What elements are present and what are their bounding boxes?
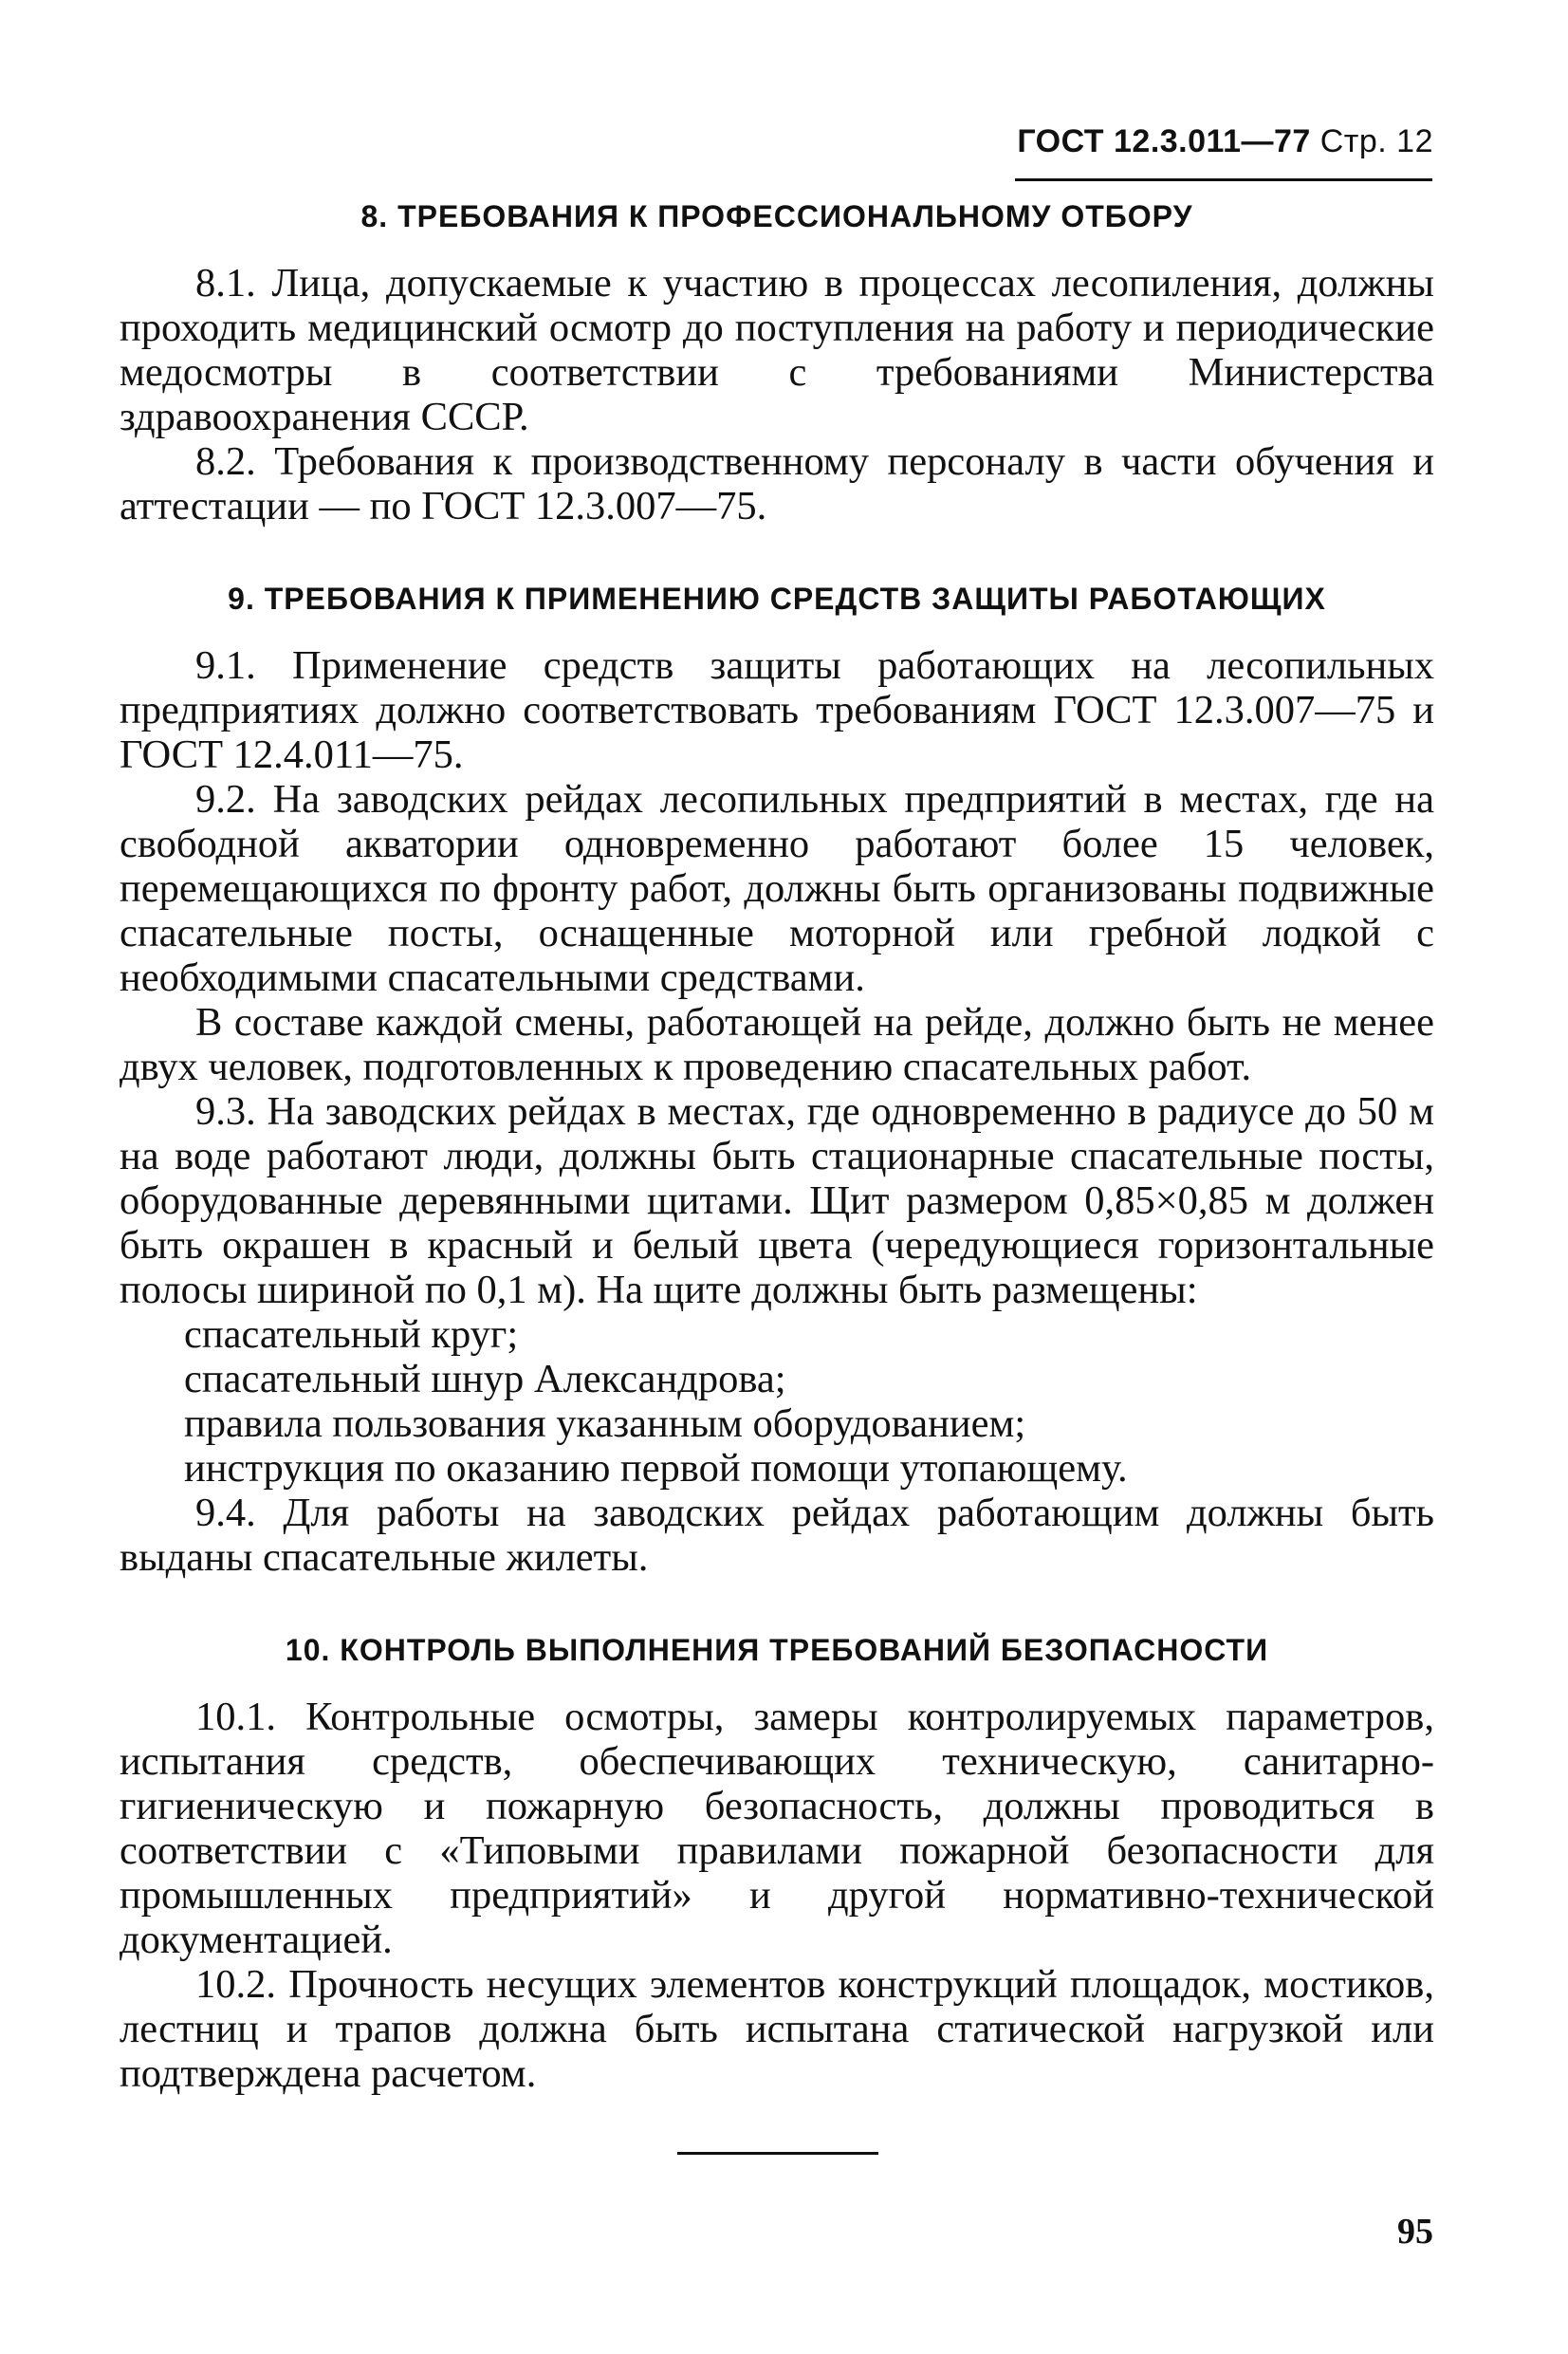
page-header	[1017, 123, 1433, 160]
paragraph-9-2: 9.2. На заводских рейдах лесопильных предприятий в местах, где на свободной акватории одновременно работают более 15 человек, перемещающихся по фронту работ, должны быть организованы подвижные спасательные посты, оснащенные моторной или гребной лодкой с необходимыми спасательными средствами.	[120, 777, 1434, 1000]
page-number: 95	[1397, 2212, 1433, 2252]
paragraph-9-2-crew: В составе каждой смены, работающей на рейде, должно быть не менее двух человек, подготовленных к проведению спасательных работ.	[120, 1000, 1434, 1089]
section-9-body	[120, 643, 1434, 1580]
paragraph-10-1: 10.1. Контрольные осмотры, замеры контролируемых параметров, испытания средств, обеспечивающих техническую, санитарно-гигиеническую и пожарную безопасность, должны проводиться в соответствии с «Типовыми правилами пожарной безопасности для промышленных предприятий» и другой нормативно-технической документацией.	[120, 1695, 1434, 1962]
paragraph-10-2: 10.2. Прочность несущих элементов конструкций площадок, мостиков, лестниц и трапов должна быть испытана статической нагрузкой или подтверждена расчетом.	[120, 1962, 1434, 2096]
header-divider	[1015, 178, 1432, 181]
paragraph-9-4: 9.4. Для работы на заводских рейдах работающим должны быть выданы спасательные жилеты.	[120, 1491, 1434, 1580]
section-10-body	[120, 1695, 1434, 2096]
section-8-body	[120, 261, 1434, 528]
list-item: спасательный шнур Александрова;	[184, 1357, 786, 1401]
paragraph-9-3: 9.3. На заводских рейдах в местах, где одновременно в радиусе до 50 м на воде работают люди, должны быть стационарные спасательные посты, оборудованные деревянными щитами. Щит размером 0,85×0,85 м должен быть окрашен в красный и белый цвета (чередующиеся горизонтальные полосы шириной по 0,1 м). На щите должны быть размещены:	[120, 1089, 1434, 1312]
page-reference: Стр. 12	[1319, 123, 1433, 159]
paragraph-8-1: 8.1. Лица, допускаемые к участию в процессах лесопиления, должны проходить медицинский осмотр до поступления на работу и периодические медосмотры в соответствии с требованиями Министерства здравоохранения СССР.	[120, 261, 1434, 439]
paragraph-8-2: 8.2. Требования к производственному персоналу в части обучения и аттестации — по ГОСТ 12.3.007—75.	[120, 439, 1434, 528]
list-item: инструкция по оказанию первой помощи утопающему.	[184, 1446, 1128, 1491]
section-10-title: 10. КОНТРОЛЬ ВЫПОЛНЕНИЯ ТРЕБОВАНИЙ БЕЗОПАСНОСТИ	[285, 1633, 1269, 1667]
paragraph-9-1: 9.1. Применение средств защиты работающих на лесопильных предприятиях должно соответствовать требованиям ГОСТ 12.3.007—75 и ГОСТ 12.4.011—75.	[120, 643, 1434, 777]
standard-code: ГОСТ 12.3.011—77	[1017, 123, 1311, 159]
list-item: правила пользования указанным оборудованием;	[184, 1401, 1026, 1446]
footer-divider	[677, 2152, 878, 2155]
list-item: спасательный круг;	[184, 1312, 519, 1357]
section-8-title: 8. ТРЕБОВАНИЯ К ПРОФЕССИОНАЛЬНОМУ ОТБОРУ	[360, 199, 1193, 233]
section-9-title: 9. ТРЕБОВАНИЯ К ПРИМЕНЕНИЮ СРЕДСТВ ЗАЩИТЫ РАБОТАЮЩИХ	[228, 582, 1326, 616]
document-body	[120, 199, 1434, 2096]
